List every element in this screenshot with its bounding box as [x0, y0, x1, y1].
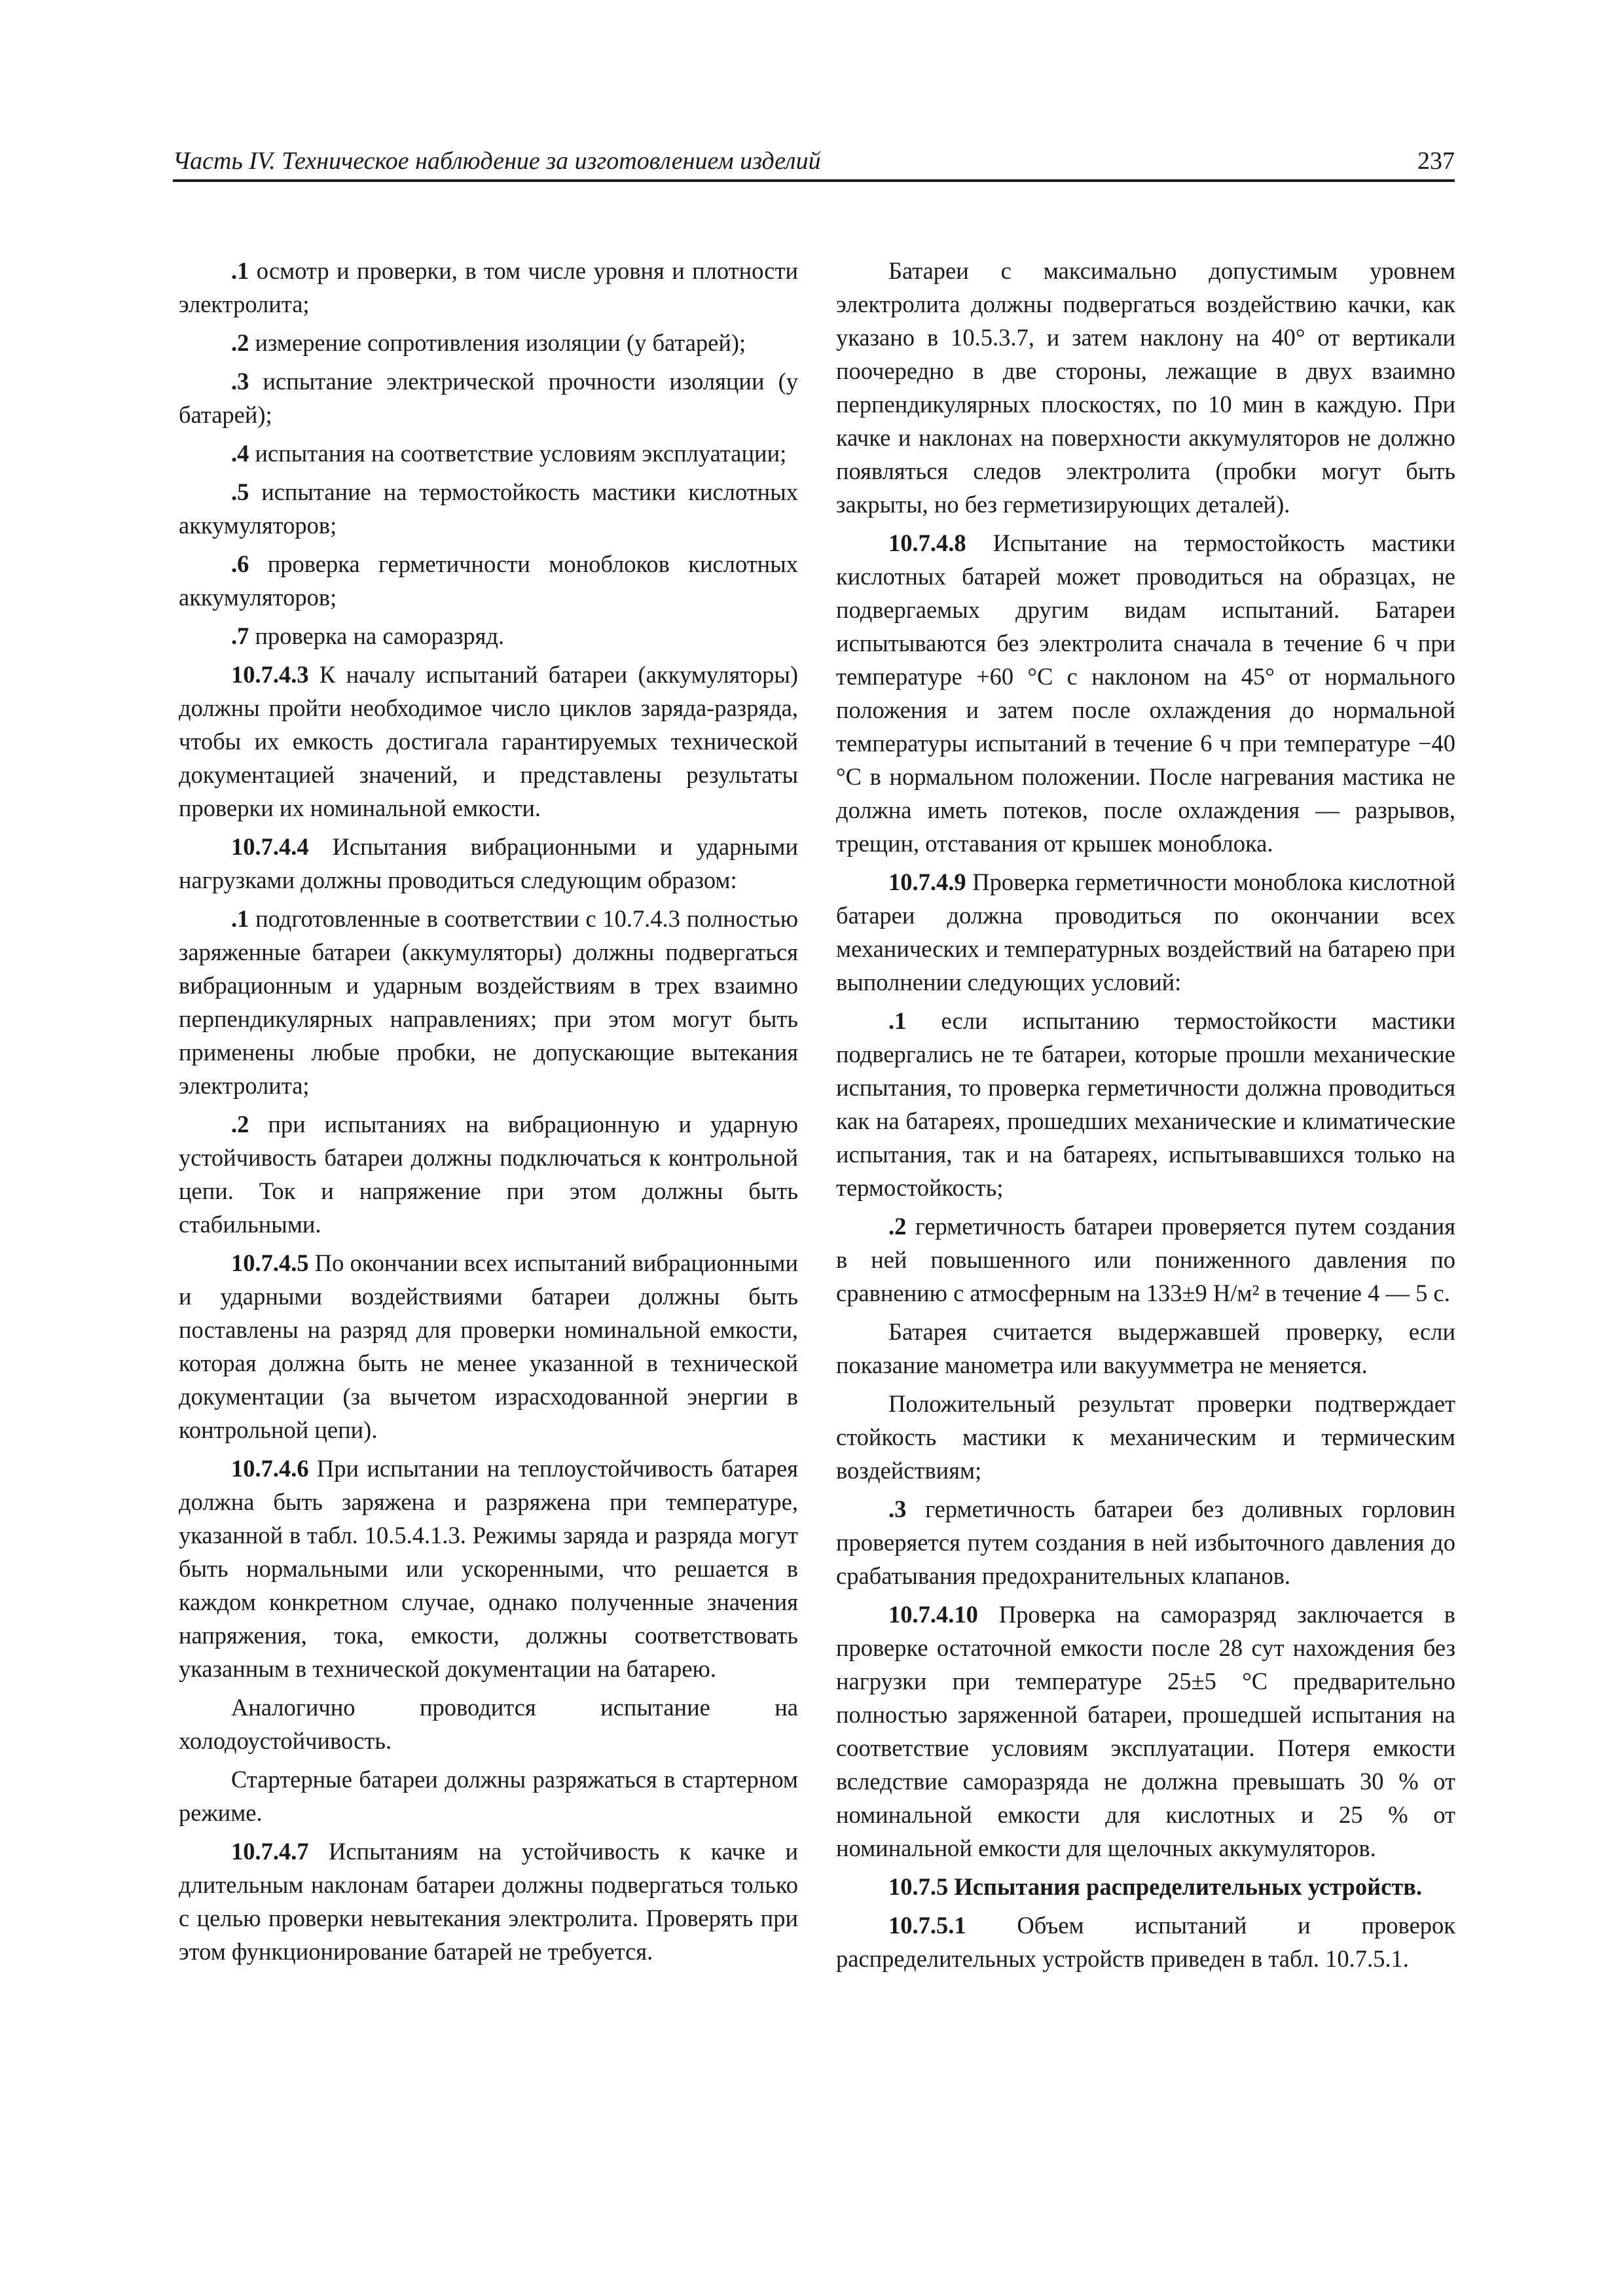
paragraph	[179, 547, 798, 614]
paragraph	[179, 902, 798, 1102]
paragraph	[179, 254, 798, 321]
paragraph	[179, 658, 798, 825]
clause-number: .5	[231, 478, 249, 505]
paragraph-text: испытание электрической прочности изоляции (у батарей);	[179, 368, 798, 428]
clause-number: .3	[231, 368, 249, 395]
paragraph-text: испытание на термостойкость мастики кислотных аккумуляторов;	[179, 478, 798, 539]
paragraph-text: герметичность батареи без доливных горловин проверяется путем создания в ней избыточного давления до срабатывания предохранительных клапанов.	[836, 1496, 1455, 1589]
paragraph-text: Испытания вибрационными и ударными нагрузками должны проводиться следующим образом:	[179, 833, 798, 893]
paragraph	[836, 1870, 1455, 1903]
paragraph-text: проверка на саморазряд.	[249, 622, 505, 649]
clause-number: 10.7.5.1	[888, 1912, 966, 1939]
paragraph	[836, 1004, 1455, 1204]
paragraph-text: осмотр и проверки, в том числе уровня и плотности электролита;	[179, 257, 798, 317]
paragraph	[836, 1492, 1455, 1592]
clause-number: .2	[888, 1213, 907, 1240]
clause-number: .4	[231, 440, 249, 467]
paragraph-text: При испытании на теплоустойчивость батарея должна быть заряжена и разряжена при температуре, указанной в табл. 10.5.4.1.3. Режимы заряда и разряда могут быть нормальными или ускоренными, что решается в каждом конкретном случае, однако полученные значения напряжения, тока, емкости, должны соответствовать указанным в технической документации на батарею.	[179, 1455, 798, 1682]
paragraph-text: Батарея считается выдержавшей проверку, если показание манометра или вакуумметра не меняется.	[836, 1318, 1455, 1378]
paragraph	[836, 254, 1455, 521]
paragraph	[836, 526, 1455, 860]
page-header	[173, 145, 1455, 182]
clause-number: .1	[231, 257, 249, 284]
paragraph-text: измерение сопротивления изоляции (у батарей);	[249, 329, 746, 356]
paragraph-text: Положительный результат проверки подтверждает стойкость мастики к механическим и термическим воздействиям;	[836, 1390, 1455, 1484]
paragraph	[179, 1763, 798, 1829]
paragraph-text: Испытаниям на устойчивость к качке и длительным наклонам батареи должны подвергаться только с целью проверки невытекания электролита. Проверять при этом функционирование батарей не требуется.	[179, 1838, 798, 1965]
clause-number: 10.7.4.5	[231, 1249, 309, 1276]
clause-number: .1	[888, 1007, 907, 1034]
paragraph	[836, 1387, 1455, 1487]
clause-number: 10.7.4.9	[888, 869, 966, 895]
clause-number: .1	[231, 905, 249, 932]
paragraph-text: К началу испытаний батареи (аккумуляторы) должны пройти необходимое число циклов заряда-разряда, чтобы их емкость достигала гарантируемых технической документацией значений, и представлены результаты проверки их номинальной емкости.	[179, 661, 798, 821]
paragraph-text: если испытанию термостойкости мастики подвергались не те батареи, которые прошли механические испытания, то проверка герметичности должна проводиться как на батареях, прошедших механические и климатические испытания, так и на батареях, испытывавшихся только на термостойкость;	[836, 1007, 1455, 1201]
paragraph	[836, 1315, 1455, 1382]
paragraph-text: герметичность батареи проверяется путем создания в ней повышенного или пониженного давления по сравнению с атмосферным на 133±9 Н/м² в течение 4 — 5 с.	[836, 1213, 1455, 1306]
paragraph	[179, 1246, 798, 1446]
clause-number: .2	[231, 1111, 249, 1138]
clause-number: 10.7.4.10	[888, 1601, 978, 1628]
paragraph-text: Испытания распределительных устройств.	[948, 1873, 1423, 1900]
paragraph	[836, 865, 1455, 999]
running-title: Часть IV. Техническое наблюдение за изготовлением изделий	[173, 147, 821, 175]
paragraph-text: Батареи с максимально допустимым уровнем электролита должны подвергаться воздействию качки, как указано в 10.5.3.7, и затем наклону на 40° от вертикали поочередно в две стороны, лежащие в двух взаимно перпендикулярных плоскостях, по 10 мин в каждую. При качке и наклонах на поверхности аккумуляторов не должно появляться следов электролита (пробки могут быть закрыты, но без герметизирующих деталей).	[836, 257, 1455, 518]
clause-number: 10.7.4.4	[231, 833, 309, 860]
paragraph	[179, 475, 798, 542]
paragraph	[179, 365, 798, 431]
paragraph	[179, 326, 798, 359]
clause-number: .6	[231, 550, 249, 577]
clause-number: 10.7.4.8	[888, 529, 966, 556]
paragraph-text: испытания на соответствие условиям эксплуатации;	[249, 440, 787, 467]
clause-number: 10.7.5	[888, 1873, 949, 1900]
paragraph	[836, 1909, 1455, 1975]
left-column	[179, 254, 798, 1973]
clause-number: 10.7.4.3	[231, 661, 309, 688]
paragraph	[836, 1210, 1455, 1310]
paragraph	[179, 830, 798, 897]
paragraph-text: подготовленные в соответствии с 10.7.4.3 полностью заряженные батареи (аккумуляторы) должны подвергаться вибрационным и ударным воздействиям в трех взаимно перпендикулярных направлениях; при этом могут быть применены любые пробки, не допускающие вытекания электролита;	[179, 905, 798, 1099]
paragraph	[179, 619, 798, 653]
clause-number: 10.7.4.6	[231, 1455, 309, 1482]
clause-number: 10.7.4.7	[231, 1838, 309, 1865]
paragraph-text: Проверка на саморазряд заключается в проверке остаточной емкости после 28 сут нахождения без нагрузки при температуре 25±5 °С предварительно полностью заряженной батареи, прошедшей испытания на соответствие условиям эксплуатации. Потеря емкости вследствие саморазряда не должна превышать 30 % от номинальной емкости для кислотных и 25 % от номинальной емкости для щелочных аккумуляторов.	[836, 1601, 1455, 1861]
paragraph-text: проверка герметичности моноблоков кислотных аккумуляторов;	[179, 550, 798, 611]
paragraph	[179, 1835, 798, 1968]
paragraph-text: Стартерные батареи должны разряжаться в стартерном режиме.	[179, 1766, 798, 1826]
paragraph-text: Объем испытаний и проверок распределительных устройств приведен в табл. 10.7.5.1.	[836, 1912, 1455, 1972]
paragraph-text: По окончании всех испытаний вибрационными и ударными воздействиями батареи должны быть поставлены на разряд для проверки номинальной емкости, которая должна быть не менее указанной в технической документации (за вычетом израсходованной энергии в контрольной цепи).	[179, 1249, 798, 1443]
paragraph-text: Испытание на термостойкость мастики кислотных батарей может проводиться на образцах, не подвергаемых другим видам испытаний. Батареи испытываются без электролита сначала в течение 6 ч при температуре +60 °С с наклоном на 45° от нормального положения и затем после охлаждения до нормальной температуры испытаний в течение 6 ч при температуре −40 °С в нормальном положении. После нагревания мастика не должна иметь потеков, после охлаждения — разрывов, трещин, отставания от крышек моноблока.	[836, 529, 1455, 857]
page-number: 237	[1417, 147, 1455, 175]
paragraph	[179, 437, 798, 470]
paragraph-text: при испытаниях на вибрационную и ударную устойчивость батареи должны подключаться к контрольной цепи. Ток и напряжение при этом должны быть стабильными.	[179, 1111, 798, 1238]
paragraph	[836, 1598, 1455, 1865]
paragraph	[179, 1452, 798, 1685]
clause-number: .7	[231, 622, 249, 649]
paragraph-text: Проверка герметичности моноблока кислотной батареи должна проводиться по окончании всех механических и температурных воздействий на батарею при выполнении следующих условий:	[836, 869, 1455, 996]
paragraph-text: Аналогично проводится испытание на холодоустойчивость.	[179, 1694, 798, 1754]
right-column	[836, 254, 1455, 1981]
clause-number: .3	[888, 1496, 907, 1522]
paragraph	[179, 1107, 798, 1241]
paragraph	[179, 1691, 798, 1757]
clause-number: .2	[231, 329, 249, 356]
